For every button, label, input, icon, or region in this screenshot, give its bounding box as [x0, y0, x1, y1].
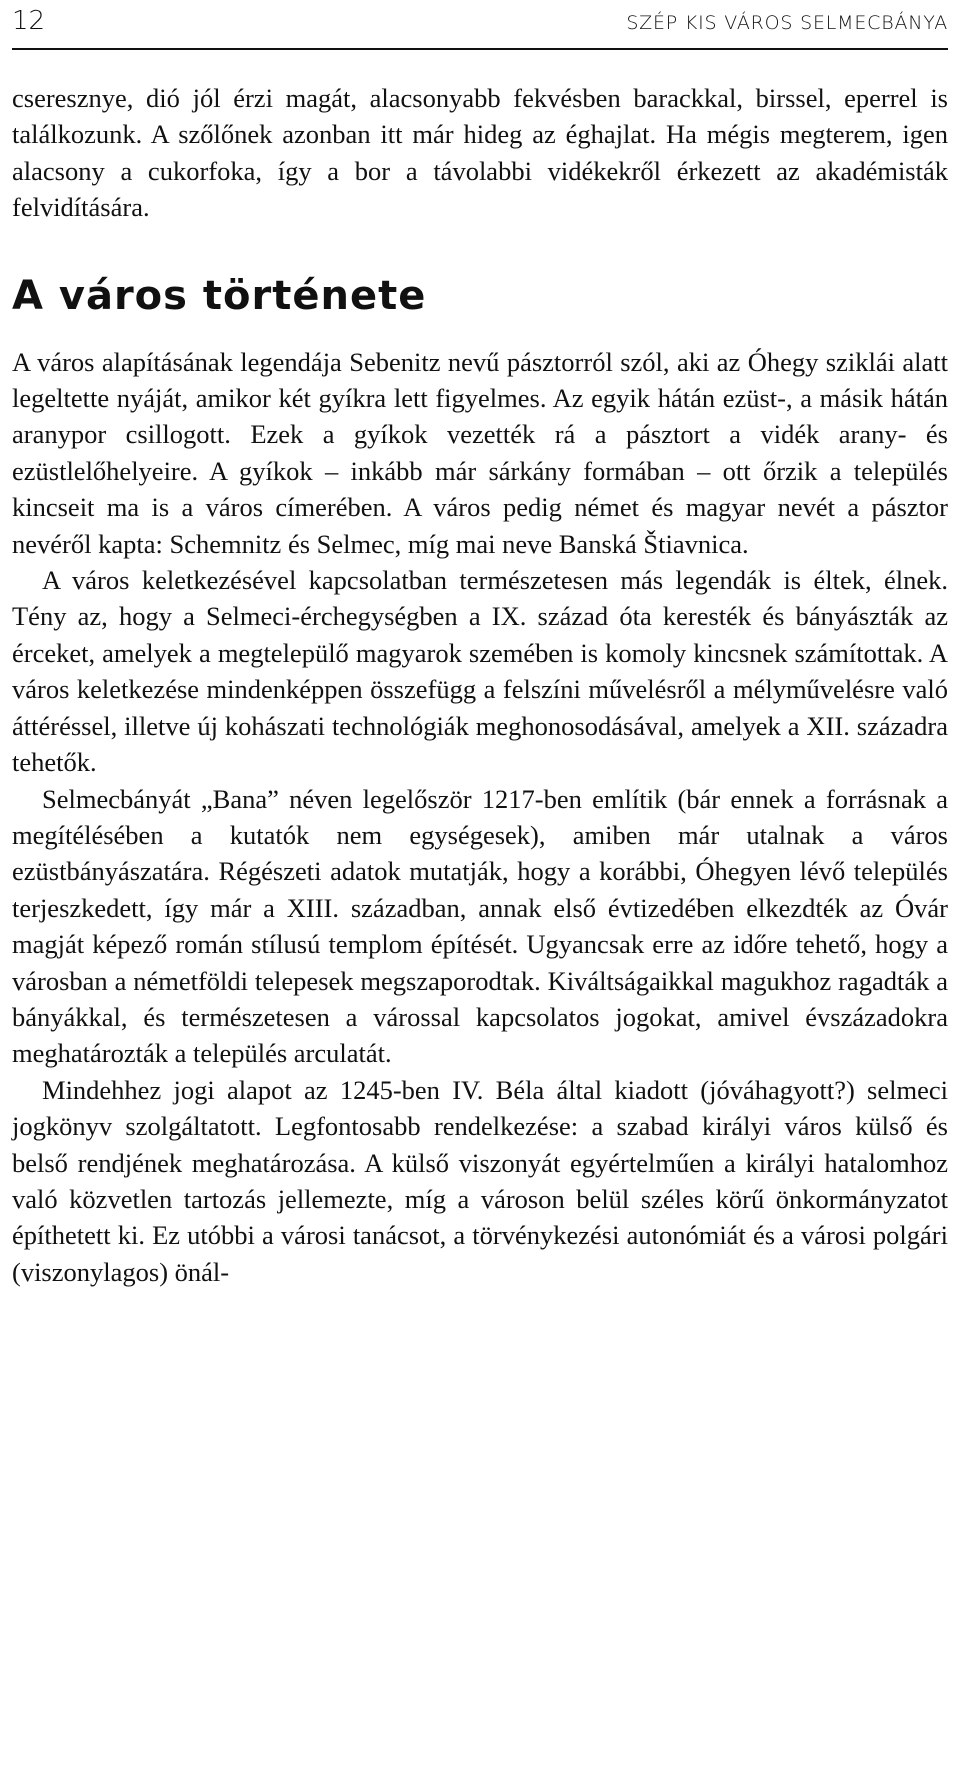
paragraph: A város alapításának legendája Sebenitz nevű pásztorról szól, aki az Óhegy sziklái alatt legeltette nyáját, amikor két gyíkra lett figyelmes. Az egyik hátán ezüst-, a másik hátán aranypor csillogott. Ezek a gyíkok vezették rá a pásztort a vidék arany- és ezüstlelőhelyeire. A gyíkok – inkább már sárkány formában – ott őrzik a település kincseit ma is a város címerében. A város pedig német és magyar nevét a pásztor nevéről kapta: Schemnitz és Selmec, míg mai neve Banská Štiavnica. [12, 346, 948, 559]
running-head [12, 4, 948, 50]
section-heading: A város története [12, 272, 427, 319]
paragraph: Mindehhez jogi alapot az 1245-ben IV. Béla által kiadott (jóváhagyott?) selmeci jogkönyv szolgáltatott. Legfontosabb rendelkezése: a szabad királyi város külső és belső rendjének meghatározása. A külső viszonyát egyértelműen a királyi hatalomhoz való közvetlen tartozás jellemezte, míg a városon belül széles körű önkormányzatot építhetett ki. Ez utóbbi a városi tanácsot, a törvénykezési autonómiát és a városi polgári (viszonylagos) önál- [12, 1074, 948, 1287]
paragraph: Selmecbányát „Bana” néven legelőször 1217-ben említik (bár ennek a forrásnak a megítélésében a kutatók nem egységesek), amiben már utalnak a város ezüstbányászatára. Régészeti adatok mutatják, hogy a korábbi, Óhegyen lévő település terjeszkedett, így már a XIII. században, annak első évtizedében elkezdték az Óvár magját képező román stílusú templom építését. Ugyancsak erre az időre tehető, hogy a városban a németföldi telepesek megszaporodtak. Kiváltságaikkal magukhoz ragadták a bányákkal, és természetesen a várossal kapcsolatos jogokat, amivel évszázadokra meghatározták a település arculatát. [12, 783, 948, 1069]
running-title: SZÉP KIS VÁROS SELMECBÁNYA [626, 12, 948, 34]
page-number: 12 [12, 6, 46, 36]
paragraph: A város keletkezésével kapcsolatban természetesen más legendák is éltek, élnek. Tény az, hogy a Selmeci-érchegységben a IX. század óta keresték és bányászták az érceket, amelyek a megtelepülő magyarok szemében is komoly kincsnek számítottak. A város keletkezése mindenképpen összefügg a felszíni művelésről a mélyművelésre való áttéréssel, illetve új kohászati technológiák meghonosodásával, amelyek a XII. századra tehetők. [12, 565, 948, 778]
body-text [12, 80, 948, 1290]
intro-paragraph: cseresznye, dió jól érzi magát, alacsonyabb fekvésben barackkal, birssel, eperrel is találkozunk. A szőlőnek azonban itt már hideg az éghajlat. Ha mégis megterem, igen alacsony a cukorfoka, így a bor a távolabbi vidékekről érkezett az akadémisták felvidítására. [12, 83, 948, 223]
